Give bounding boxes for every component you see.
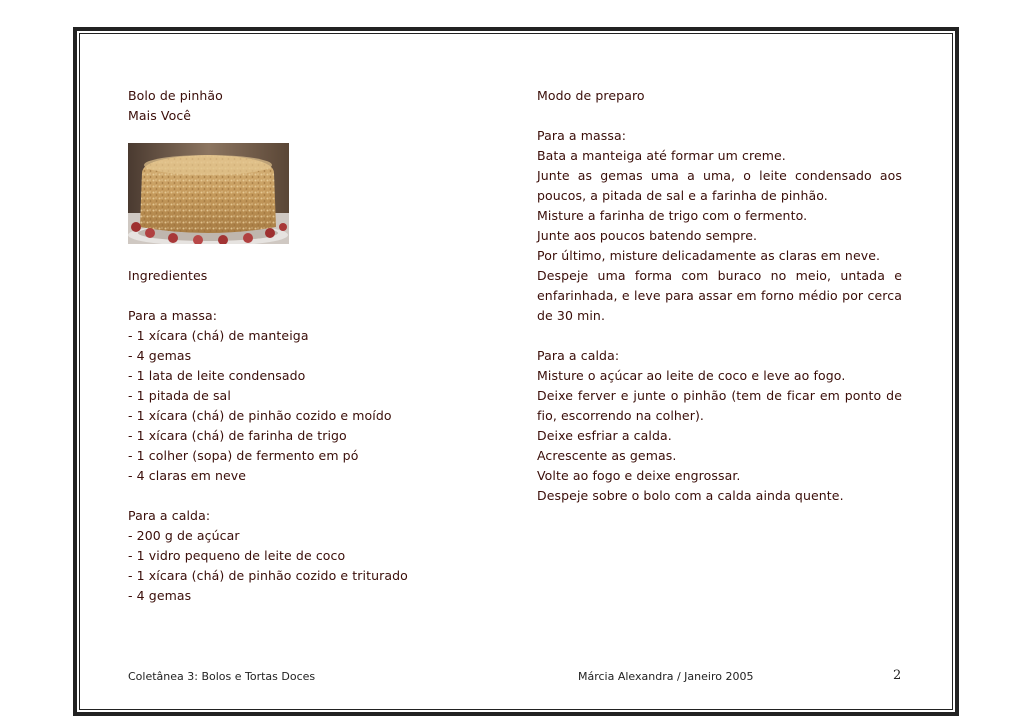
footer-author-date: Márcia Alexandra / Janeiro 2005 bbox=[578, 670, 754, 683]
ingredients-massa-heading: Para a massa: bbox=[128, 308, 218, 323]
right-column bbox=[537, 86, 902, 506]
step: Despeje uma forma com buraco no meio, untada e enfarinhada, e leve para assar em forno médio por cerca de 30 min. bbox=[537, 268, 902, 323]
step: Deixe esfriar a calda. bbox=[537, 428, 672, 443]
step: Despeje sobre o bolo com a calda ainda quente. bbox=[537, 488, 844, 503]
list-item: - 4 gemas bbox=[128, 588, 192, 603]
list-item: - 4 claras em neve bbox=[128, 468, 247, 483]
ingredients-calda-heading: Para a calda: bbox=[128, 508, 211, 523]
step: Misture a farinha de trigo com o fermento. bbox=[537, 208, 808, 223]
preparation-massa-heading: Para a massa: bbox=[537, 128, 627, 143]
step: Junte aos poucos batendo sempre. bbox=[537, 228, 758, 243]
list-item: - 4 gemas bbox=[128, 348, 192, 363]
list-item: - 200 g de açúcar bbox=[128, 528, 240, 543]
list-item: - 1 xícara (chá) de pinhão cozido e triturado bbox=[128, 568, 408, 583]
preparation-calda-steps bbox=[537, 366, 902, 506]
footer-collection: Coletânea 3: Bolos e Tortas Doces bbox=[128, 670, 316, 683]
cake-photo bbox=[128, 143, 289, 244]
list-item: - 1 xícara (chá) de manteiga bbox=[128, 328, 309, 343]
step: Por último, misture delicadamente as claras em neve. bbox=[537, 248, 881, 263]
step: Deixe ferver e junte o pinhão (tem de ficar em ponto de fio, escorrendo na colher). bbox=[537, 388, 902, 423]
step: Acrescente as gemas. bbox=[537, 448, 677, 463]
ingredients-heading: Ingredientes bbox=[128, 268, 208, 283]
recipe-title: Bolo de pinhão bbox=[128, 88, 223, 103]
preparation-heading: Modo de preparo bbox=[537, 88, 645, 103]
preparation-massa-steps bbox=[537, 146, 902, 326]
page-number: 2 bbox=[893, 668, 902, 683]
ingredients-massa-list bbox=[128, 326, 498, 486]
step: Bata a manteiga até formar um creme. bbox=[537, 148, 786, 163]
step: Volte ao fogo e deixe engrossar. bbox=[537, 468, 741, 483]
list-item: - 1 colher (sopa) de fermento em pó bbox=[128, 448, 359, 463]
list-item: - 1 lata de leite condensado bbox=[128, 368, 306, 383]
ingredients-calda-list bbox=[128, 526, 498, 606]
recipe-source: Mais Você bbox=[128, 108, 192, 123]
list-item: - 1 vidro pequeno de leite de coco bbox=[128, 548, 346, 563]
list-item: - 1 pitada de sal bbox=[128, 388, 231, 403]
step: Misture o açúcar ao leite de coco e leve ao fogo. bbox=[537, 368, 846, 383]
step: Junte as gemas uma a uma, o leite condensado aos poucos, a pitada de sal e a farinha de pinhão. bbox=[537, 168, 902, 203]
preparation-calda-heading: Para a calda: bbox=[537, 348, 620, 363]
list-item: - 1 xícara (chá) de pinhão cozido e moído bbox=[128, 408, 392, 423]
list-item: - 1 xícara (chá) de farinha de trigo bbox=[128, 428, 347, 443]
